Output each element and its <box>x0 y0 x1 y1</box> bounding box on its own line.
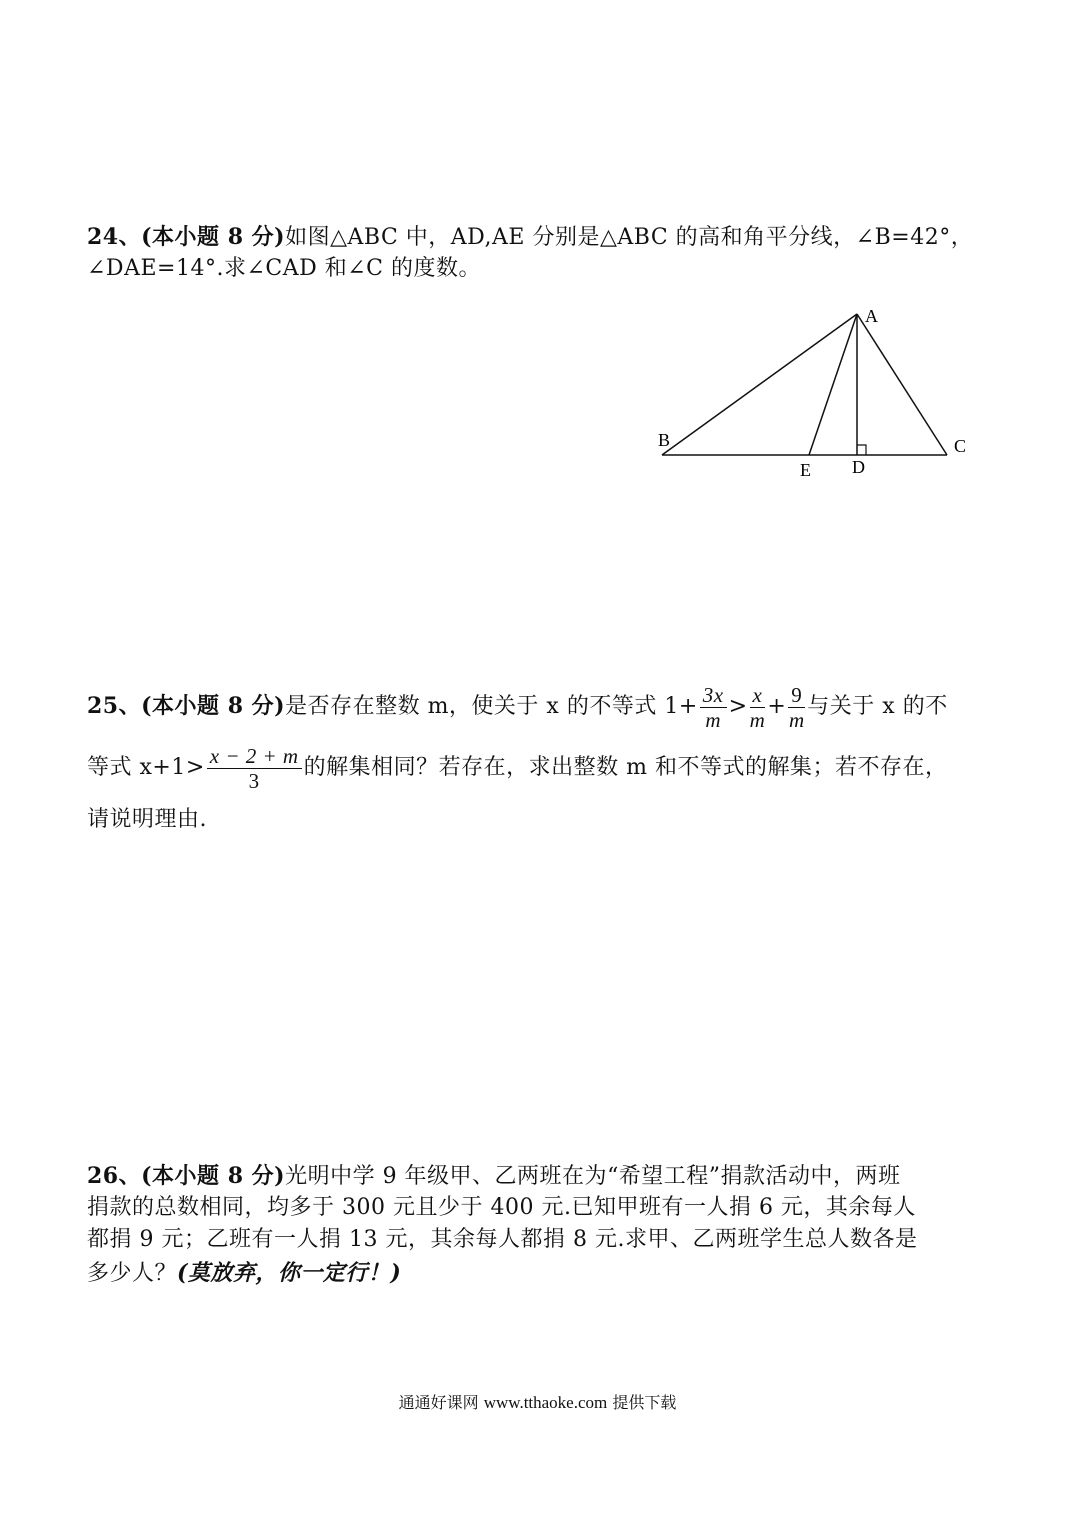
q25-text-1: 是否存在整数 m，使关于 x 的不等式 1+ <box>285 694 698 719</box>
page-footer <box>0 1390 1075 1413</box>
frac4-numerator: x − 2 + m <box>207 744 302 769</box>
label-d: D <box>852 457 865 477</box>
q24-line2 <box>87 254 481 284</box>
q25-text-3: 请说明理由. <box>87 807 207 832</box>
q26-text-3: 都捐 9 元；乙班有一人捐 13 元，其余每人都捐 8 元.求甲、乙两班学生总人数各是 <box>87 1227 918 1252</box>
q26-line3 <box>87 1225 917 1255</box>
fraction-9-over-m <box>788 683 805 732</box>
encouragement-text: (莫放弃，你一定行！) <box>177 1260 402 1286</box>
q26-points: (本小题 8 分) <box>141 1163 286 1189</box>
fraction-x-over-m <box>750 683 766 732</box>
label-c: C <box>954 436 967 456</box>
q25-line3 <box>87 805 207 835</box>
q24-line1 <box>87 222 973 253</box>
q26-text-2: 捐款的总数相同，均多于 300 元且少于 400 元.已知甲班有一人捐 6 元，其余每人 <box>87 1195 916 1220</box>
bisector-ae <box>809 314 857 455</box>
q26-line1 <box>87 1161 901 1192</box>
frac3-denominator: m <box>788 707 805 732</box>
greater-than-1: > <box>728 694 748 719</box>
q24-points: (本小题 8 分) <box>141 224 286 250</box>
label-e: E <box>800 460 811 480</box>
right-angle-mark <box>857 445 866 455</box>
plus-sign: + <box>767 694 787 719</box>
q26-line2 <box>87 1193 916 1223</box>
q25-points: (本小题 8 分) <box>141 693 286 719</box>
q25-line2 <box>87 740 947 796</box>
q25-text-1b: 与关于 x 的不 <box>807 694 948 719</box>
frac1-denominator: m <box>705 707 722 732</box>
frac2-denominator: m <box>749 707 766 732</box>
q25-line1 <box>87 678 948 735</box>
q26-text-1: 光明中学 9 年级甲、乙两班在为“希望工程”捐款活动中，两班 <box>285 1164 901 1189</box>
q24-text-1: 如图△ABC 中，AD,AE 分别是△ABC 的高和角平分线，∠B=42°， <box>285 225 974 250</box>
q25-number: 25、 <box>87 693 142 719</box>
frac4-denominator: 3 <box>248 768 260 793</box>
label-b: B <box>658 430 671 450</box>
side-ab <box>662 314 857 455</box>
footer-suffix: 提供下载 <box>612 1393 677 1412</box>
q24-number: 24、 <box>87 224 142 250</box>
triangle-figure <box>650 300 990 500</box>
fraction-3x-over-m <box>700 683 727 732</box>
footer-site: 通通好课网 <box>398 1393 479 1412</box>
frac2-numerator: x <box>750 683 766 708</box>
side-ac <box>857 314 947 455</box>
q24-text-2: ∠DAE=14°.求∠CAD 和∠C 的度数。 <box>87 256 481 281</box>
footer-url: www.tthaoke.com <box>483 1393 608 1412</box>
frac1-numerator: 3x <box>700 683 727 708</box>
frac3-numerator: 9 <box>788 683 805 708</box>
q25-text-2b: 的解集相同？若存在，求出整数 m 和不等式的解集；若不存在， <box>303 755 948 780</box>
q26-number: 26、 <box>87 1163 142 1189</box>
label-a: A <box>865 306 878 326</box>
q26-text-4: 多少人？ <box>87 1261 178 1286</box>
q26-line4 <box>87 1258 401 1289</box>
fraction-x-2-m-over-3 <box>207 744 302 793</box>
q25-text-2a: 等式 x+1> <box>87 755 205 780</box>
